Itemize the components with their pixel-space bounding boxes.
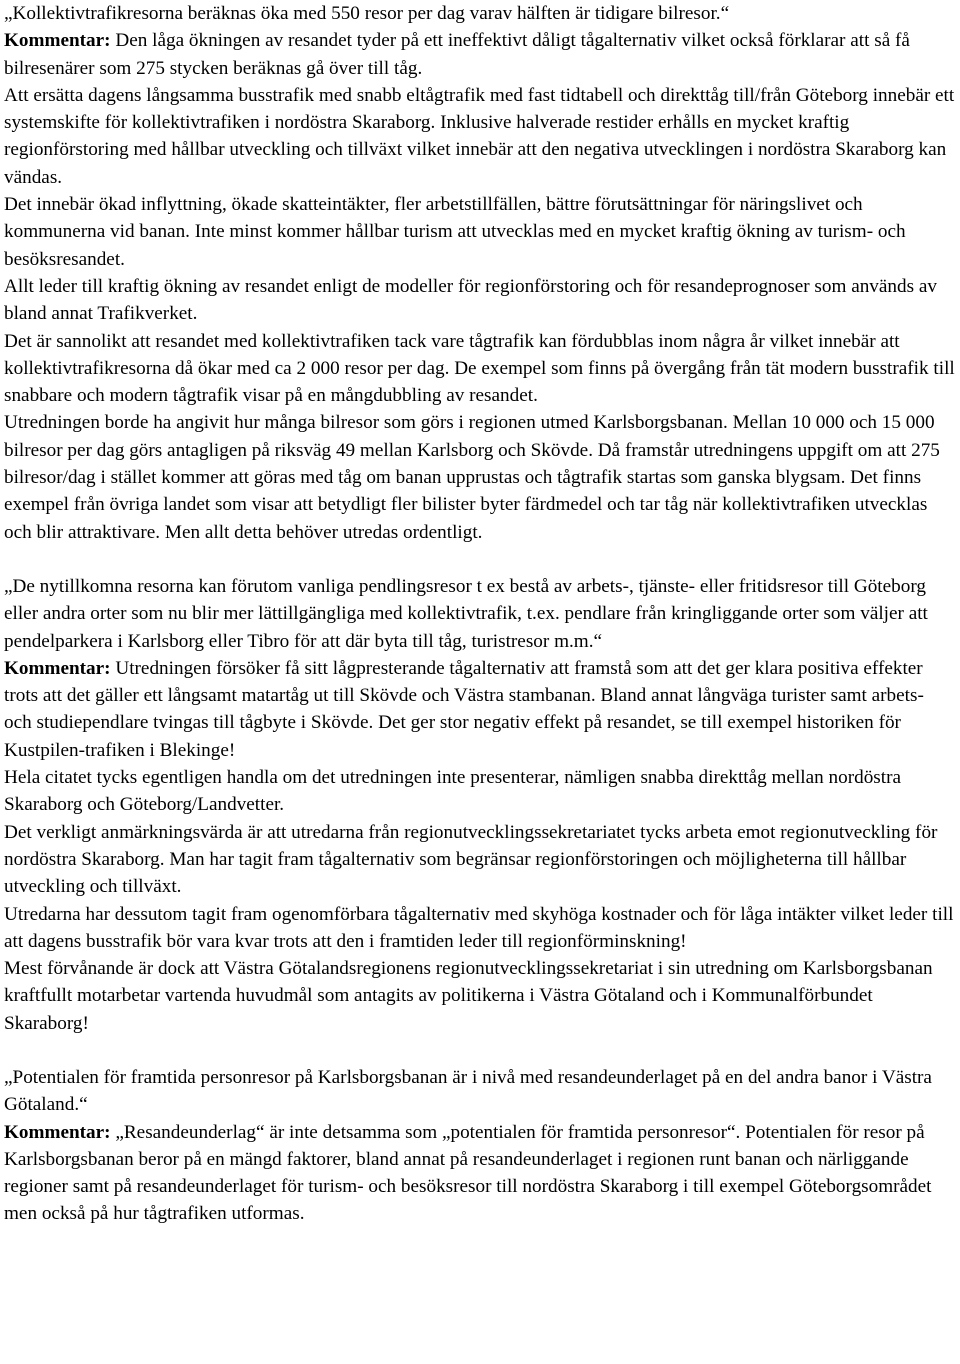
paragraph-text: Utredningen försöker få sitt lågpresterande tågalternativ att framstå som att det ger klara positiva effekter trots att det gäller ett långsamt matartåg ut till Skövde och Västra stambanan. Bland annat långväga turister samt arbets- och studiependlare tvingas till tågbyte i Skövde. Det ger stor negativ effekt på resandet, se till exempel historiken för Kustpilen-trafiken i Blekinge!: [4, 657, 924, 761]
paragraph-text: „De nytillkomna resorna kan förutom vanliga pendlingsresor t ex bestå av arbets-, tjänste- eller fritidsresor till Göteborg eller andra orter som nu blir mer lättillgängliga med kollektivtrafik, t.ex. pendlare från kringliggande orter som väljer att pendelparkera i Karlsborg eller Tibro för att där byta till tåg, turistresor m.m.“: [4, 575, 928, 652]
paragraph-text: Hela citatet tycks egentligen handla om det utredningen inte presenterar, nämligen snabba direkttåg mellan nordöstra Skaraborg och Göteborg/Landvetter.: [4, 767, 901, 816]
paragraph: [4, 955, 956, 1037]
paragraph-spacer: [4, 546, 956, 573]
paragraph: [4, 819, 956, 901]
paragraph: [4, 27, 956, 82]
paragraph: [4, 328, 956, 410]
paragraph: [4, 764, 956, 819]
paragraph: [4, 901, 956, 956]
paragraph: [4, 409, 956, 545]
paragraph: [4, 273, 956, 328]
paragraph-text: Allt leder till kraftig ökning av resandet enligt de modeller för regionförstoring och för resandeprognoser som används av bland annat Trafikverket.: [4, 275, 937, 325]
paragraph: [4, 82, 956, 191]
paragraph-text: Att ersätta dagens långsamma busstrafik med snabb eltågtrafik med fast tidtabell och direkttåg till/från Göteborg innebär ett systemskifte för kollektivtrafiken i nordöstra Skaraborg. Inklusive halverade restider erhålls en mycket kraftig regionförstoring med hållbar utveckling och tillväxt vilket innebär att den negativa utvecklingen i nordöstra Skaraborg kan vändas.: [4, 84, 955, 188]
comment-label: Kommentar:: [4, 1121, 111, 1143]
paragraph-spacer: [4, 1037, 956, 1064]
paragraph: [4, 0, 956, 27]
paragraph-text: Det verkligt anmärkningsvärda är att utredarna från regionutvecklingssekretariatet tycks arbeta emot regionutveckling för nordöstra Skaraborg. Man har tagit fram tågalternativ som begränsar regionförstoringen och möjligheterna till hållbar utveckling och tillväxt.: [4, 821, 938, 898]
paragraph-text: „Kollektivtrafikresorna beräknas öka med 550 resor per dag varav hälften är tidigare bilresor.“: [4, 3, 730, 24]
paragraph: [4, 1119, 956, 1228]
paragraph-text: Mest förvånande är dock att Västra Götalandsregionens regionutvecklingssekretariat i sin utredning om Karlsborgsbanan kraftfullt motarbetar vartenda huvudmål som antagits av politikerna i Västra Götaland och i Kommunalförbundet Skaraborg!: [4, 958, 933, 1034]
paragraph-text: Det innebär ökad inflyttning, ökade skatteintäkter, fler arbetstillfällen, bättre förutsättningar för näringslivet och kommunerna vid banan. Inte minst kommer hållbar turism att utvecklas med en mycket kraftig ökning av turism- och besöksresandet.: [4, 194, 906, 270]
paragraph-text: Det är sannolikt att resandet med kollektivtrafiken tack vare tågtrafik kan fördubblas inom några år vilket innebär att kollektivtrafikresorna då ökar med ca 2 000 resor per dag. De exempel som finns på övergång från tät modern busstrafik till snabbare och modern tågtrafik visar på en mångdubbling av resandet.: [4, 330, 955, 407]
paragraph: [4, 191, 956, 273]
comment-label: Kommentar:: [4, 30, 111, 52]
comment-label: Kommentar:: [4, 657, 111, 679]
quote-paragraph: [4, 573, 956, 655]
paragraph-text: Utredningen borde ha angivit hur många bilresor som görs i regionen utmed Karlsborgsbanan. Mellan 10 000 och 15 000 bilresor per dag görs antagligen på riksväg 49 mellan Karlsborg och Skövde. Då framstår utredningens uppgift om att 275 bilresor/dag i stället kommer att göras med tåg om banan upprustas och tågtrafik startas som ganska blygsam. Det finns exempel från övriga landet som visar att betydligt fler bilister byter färdmedel och tar tåg när kollektivtrafiken utvecklas och blir attraktivare. Men allt detta behöver utredas ordentligt.: [4, 412, 940, 543]
paragraph-text: Den låga ökningen av resandet tyder på ett ineffektivt dåligt tågalternativ vilket också förklarar att så få bilresenärer som 275 stycken beräknas gå över till tåg.: [4, 30, 910, 79]
paragraph-text: „Potentialen för framtida personresor på Karlsborgsbanan är i nivå med resandeunderlaget på en del andra banor i Västra Götaland.“: [4, 1066, 932, 1116]
paragraph: [4, 655, 956, 764]
paragraph-text: Utredarna har dessutom tagit fram ogenomförbara tågalternativ med skyhöga kostnader och för låga intäkter vilket leder till att dagens busstrafik bör vara kvar trots att den i framtiden leder till regionförminskning!: [4, 903, 954, 952]
paragraph-text: „Resandeunderlag“ är inte detsamma som „potentialen för framtida personresor“. Potentialen för resor på Karlsborgsbanan beror på en mängd faktorer, bland annat på resandeunderlaget i regionen runt banan och närliggande regioner samt på resandeunderlaget för turism- och besöksresor till nordöstra Skaraborg i till exempel Göteborgsområdet men också på hur tågtrafiken utformas.: [4, 1121, 932, 1225]
quote-paragraph: [4, 1064, 956, 1119]
